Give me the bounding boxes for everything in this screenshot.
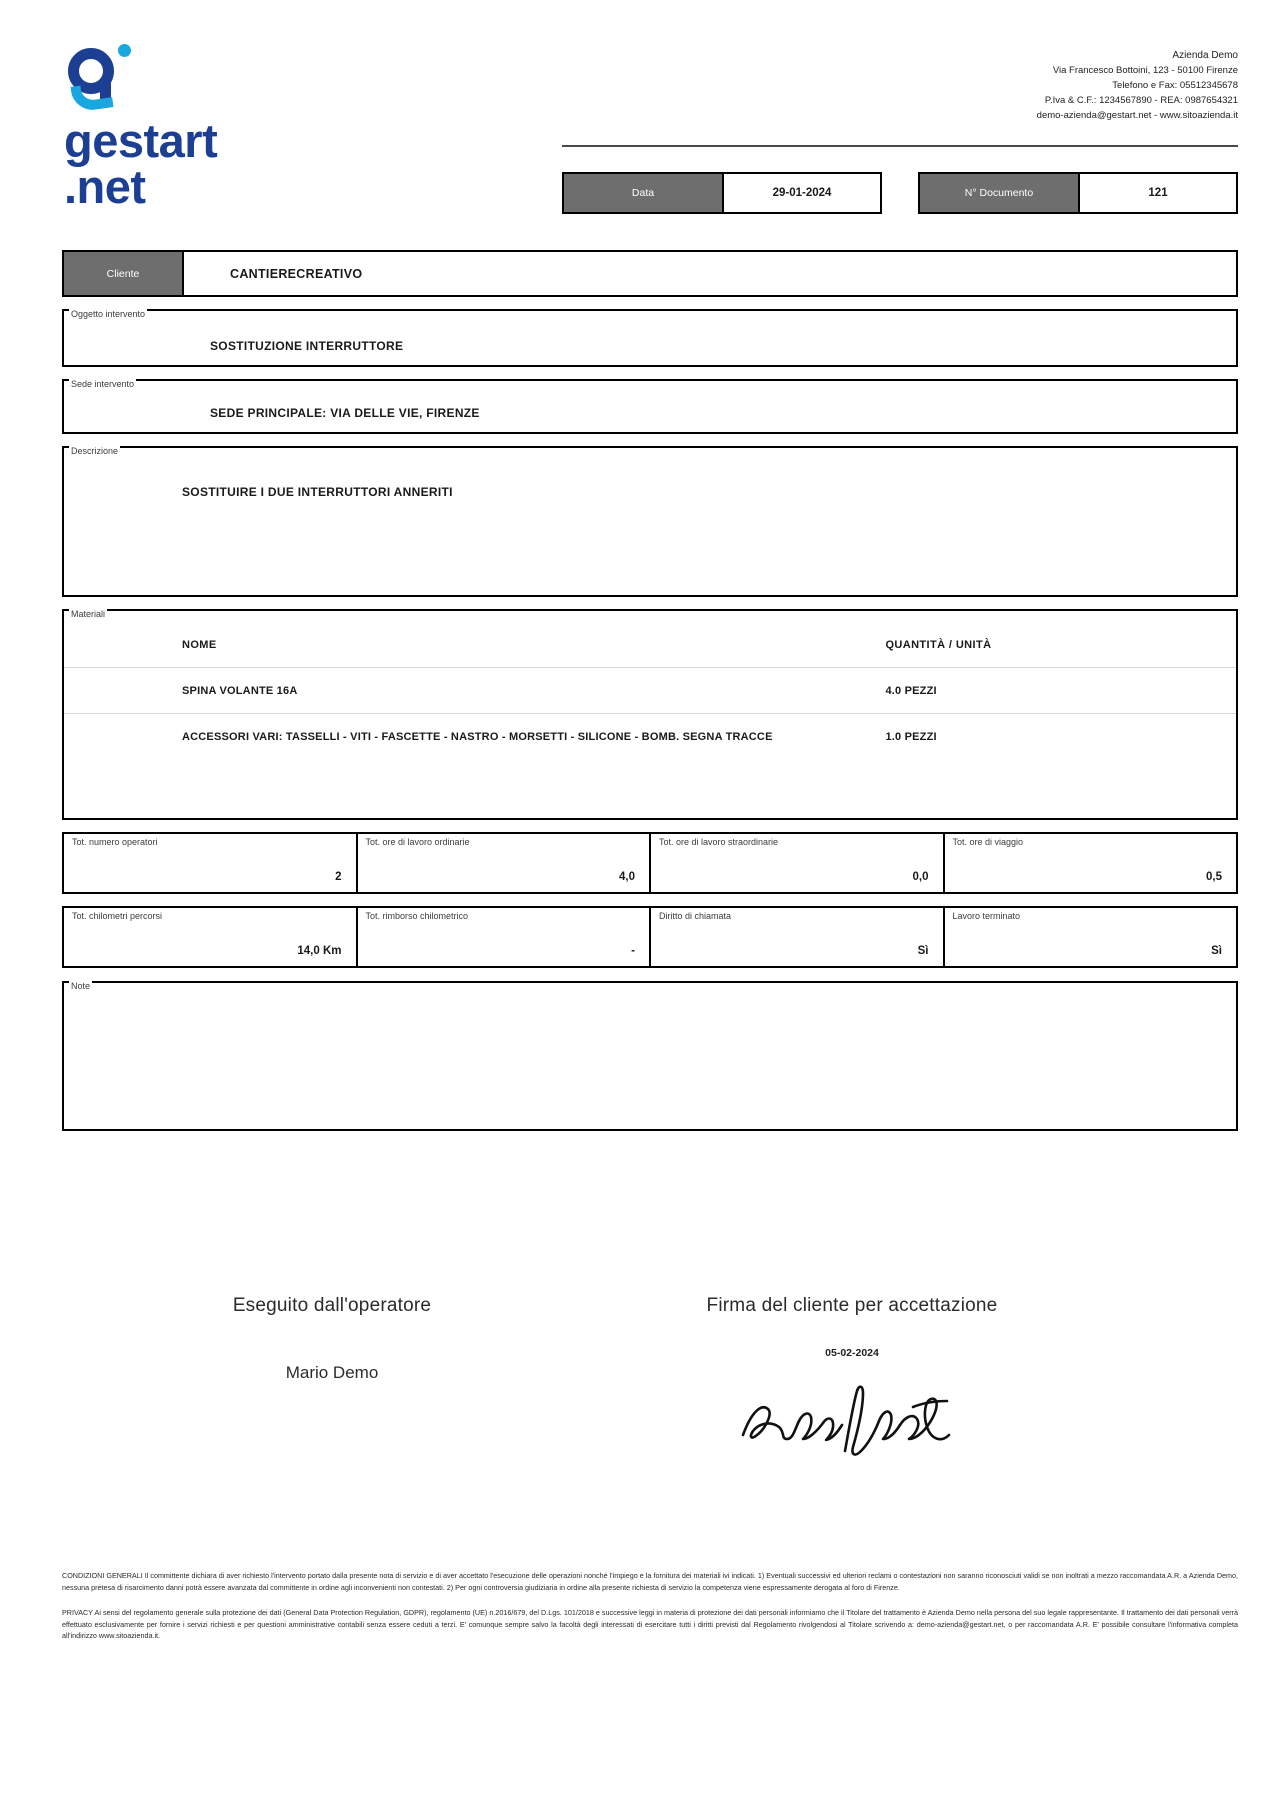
brand-logo: [62, 42, 322, 213]
privacy-text: PRIVACY Ai sensi del regolamento generale sulla protezione dei dati (General Data Protection Regulation, GDPR), regolamento (UE) n.2016/679, del D.Lgs. 101/2018 e successive leggi in materia di protezione dei dati personali informiamo che il Titolare del trattamento è Azienda Demo nella persona del suo legale rappresentante. Il trattamento dei dati personali verrà effettuato esclusivamente per fornire i servizi richiesti e per questioni amministrative contabili senza essere ceduti a terzi. E' comunque sempre salvo la facoltà degli interessati di esercitare tutti i diritti previsti dal Regolamento rivolgendosi al Titolare scrivendo a: demo-azienda@gestart.net, o per raccomandata A.R. E' possibile consultare l'informativa completa all'indirizzo www.sitoazienda.it.: [62, 1608, 1238, 1640]
company-contacts: demo-azienda@gestart.net - www.sitoazienda.it: [1036, 110, 1238, 121]
intervention-site-caption: Sede intervento: [71, 379, 135, 389]
total-travel-hours-cell: [945, 834, 1237, 892]
work-completed-value: Sì: [1211, 945, 1222, 957]
total-ordinary-hours-label: Tot. ore di lavoro ordinarie: [365, 837, 470, 847]
total-overtime-hours-value: 0,0: [912, 871, 929, 883]
total-kilometers-value: 14,0 Km: [297, 945, 342, 957]
table-row: [64, 668, 1236, 714]
company-name: Azienda Demo: [1172, 50, 1238, 61]
client-label: Cliente: [64, 252, 184, 295]
document-header: [0, 0, 1280, 213]
total-ordinary-hours-value: 4,0: [619, 871, 635, 883]
intervention-subject-value: SOSTITUZIONE INTERRUTTORE: [210, 339, 404, 353]
description-value: SOSTITUIRE I DUE INTERRUTTORI ANNERITI: [182, 485, 453, 499]
material-quantity: 1.0 PEZZI: [885, 714, 1236, 760]
materials-box: [62, 609, 1238, 820]
material-name: SPINA VOLANTE 16A: [64, 668, 885, 714]
notes-caption: Note: [71, 981, 91, 991]
total-operators-cell: [64, 834, 358, 892]
client-signature-block: [637, 1295, 1067, 1472]
operator-name: Mario Demo: [285, 1363, 379, 1382]
material-quantity: 4.0 PEZZI: [885, 668, 1236, 714]
description-box: [62, 446, 1238, 597]
table-row: [64, 714, 1236, 760]
document-number-value: 121: [1080, 174, 1236, 212]
intervention-subject-box: [62, 309, 1238, 367]
client-row: [62, 250, 1238, 297]
notes-box: [62, 981, 1238, 1131]
date-label: Data: [564, 174, 724, 212]
mileage-refund-label: Tot. rimborso chilometrico: [365, 911, 469, 921]
callout-fee-label: Diritto di chiamata: [659, 911, 732, 921]
work-completed-label: Lavoro terminato: [952, 911, 1021, 921]
materials-column-quantity: QUANTITÀ / UNITÀ: [885, 639, 992, 651]
company-phone: Telefono e Fax: 05512345678: [1112, 80, 1238, 91]
materials-caption: Materiali: [71, 609, 106, 619]
company-vat: P.Iva & C.F.: 1234567890 - REA: 0987654321: [1044, 95, 1238, 106]
logo-dot-shape: [118, 44, 131, 57]
material-name: ACCESSORI VARI: TASSELLI - VITI - FASCETTE - NASTRO - MORSETTI - SILICONE - BOMB. SEGNA TRACCE: [64, 714, 885, 760]
total-travel-hours-label: Tot. ore di viaggio: [952, 837, 1024, 847]
logo-domain-suffix: .net: [64, 160, 146, 213]
operator-signature-block: [152, 1295, 512, 1383]
client-signature-date: 05-02-2024: [825, 1347, 879, 1359]
gestart-g-mark-icon: [66, 42, 142, 114]
intervention-site-box: [62, 379, 1238, 434]
date-field: [562, 172, 882, 214]
intervention-subject-caption: Oggetto intervento: [71, 309, 146, 319]
header-divider: [562, 145, 1238, 147]
total-ordinary-hours-cell: [358, 834, 652, 892]
callout-fee-cell: [651, 908, 945, 966]
client-value: CANTIERECREATIVO: [230, 266, 363, 281]
total-kilometers-cell: [64, 908, 358, 966]
document-meta-row: [562, 172, 1238, 214]
document-number-field: [918, 172, 1238, 214]
total-kilometers-label: Tot. chilometri percorsi: [72, 911, 163, 921]
total-operators-label: Tot. numero operatori: [72, 837, 158, 847]
document-number-label: N° Documento: [920, 174, 1080, 212]
totals-row-two: [62, 906, 1238, 968]
callout-fee-value: Sì: [917, 945, 929, 957]
logo-wordmark: gestart: [64, 114, 218, 167]
description-caption: Descrizione: [71, 446, 119, 456]
general-conditions-text: CONDIZIONI GENERALI Il committente dichiara di aver richiesto l'intervento portato dalla presente nota di servizio e di aver accettato l'esecuzione delle operazioni nonché l'impiego e la fornitura dei materiali ivi indicati. 1) Eventuali successivi ed ulteriori reclami o contestazioni non saranno riconosciuti validi se non inoltrati a mezzo raccomandata A.R. a Azienda Demo, nessuna pretesa di risarcimento danni potrà essere avanzata dal committente in ordine agli inconvenienti non contestati. 2) Per ogni controversia giudiziaria in ordine alla presente richiesta di servizio la competenza viene espressamente derogata al foro di Firenze.: [62, 1571, 1238, 1592]
materials-column-name: NOME: [182, 639, 217, 651]
date-value: 29-01-2024: [724, 174, 880, 212]
legal-terms: [62, 1570, 1238, 1656]
handwritten-signature-icon: [637, 1377, 1067, 1472]
total-overtime-hours-label: Tot. ore di lavoro straordinarie: [659, 837, 779, 847]
intervention-site-value: SEDE PRINCIPALE: VIA DELLE VIE, FIRENZE: [210, 406, 480, 420]
total-travel-hours-value: 0,5: [1206, 871, 1222, 883]
mileage-refund-value: -: [631, 945, 635, 957]
materials-table: [64, 639, 1236, 759]
company-details: [1037, 48, 1238, 123]
signatures-area: [62, 1295, 1238, 1545]
operator-signature-title: Eseguito dall'operatore: [232, 1295, 432, 1316]
work-completed-cell: [945, 908, 1237, 966]
client-signature-title: Firma del cliente per accettazione: [706, 1295, 998, 1316]
mileage-refund-cell: [358, 908, 652, 966]
document-body: [62, 250, 1238, 1143]
total-overtime-hours-cell: [651, 834, 945, 892]
logo-hook-shape: [70, 81, 113, 112]
materials-header-row: [64, 639, 1236, 668]
company-address: Via Francesco Bottoini, 123 - 50100 Firenze: [1052, 65, 1238, 76]
total-operators-value: 2: [335, 871, 342, 883]
totals-row-one: [62, 832, 1238, 894]
